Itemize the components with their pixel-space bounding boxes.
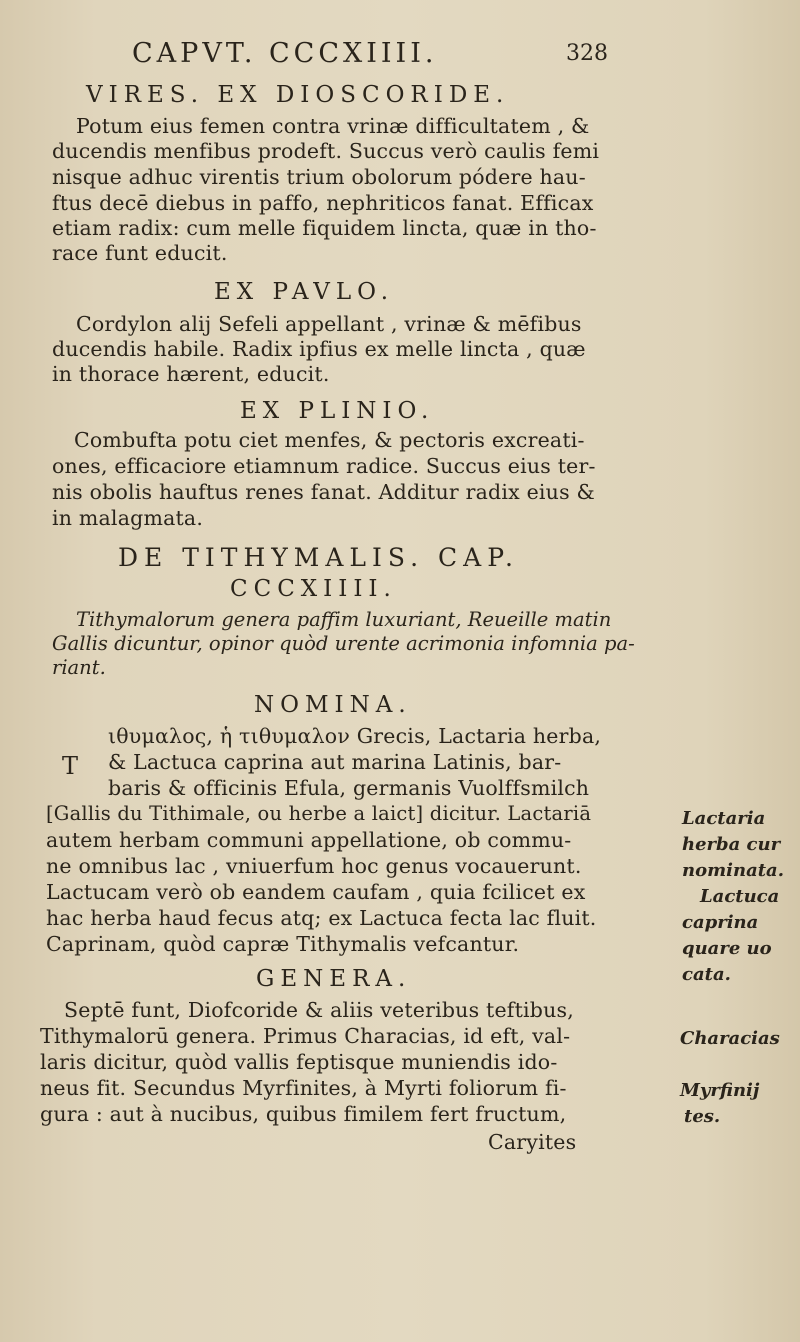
text-line: Septē funt, Diofcoride & aliis veteribus teftibus, bbox=[64, 998, 574, 1022]
text-line: in malagmata. bbox=[52, 506, 204, 530]
text-line: race funt educit. bbox=[52, 241, 228, 265]
margin-note: Lactuca bbox=[700, 886, 780, 907]
text-line: ducendis habile. Radix ipfius ex melle lincta , quæ bbox=[52, 337, 586, 361]
text-line: nis obolis hauftus renes fanat. Additur radix eius & bbox=[52, 480, 595, 504]
text-line: & Lactuca caprina aut marina Latinis, bar- bbox=[108, 750, 562, 774]
text-line: Caprinam, quòd capræ Tithymalis vefcantur. bbox=[46, 932, 520, 956]
nomina-heading: NOMINA. bbox=[254, 692, 412, 718]
margin-note: Characias bbox=[680, 1028, 780, 1049]
text-line: Tithymalorum genera paffim luxuriant, Reueille matin bbox=[76, 608, 612, 631]
text-line: etiam radix: cum melle fiquidem lincta, quæ in tho- bbox=[52, 216, 597, 240]
text-line: riant. bbox=[52, 656, 106, 679]
margin-note: Lactaria bbox=[682, 808, 766, 829]
chapter-heading: DE TITHYMALIS. CAP. bbox=[118, 543, 519, 572]
text-line: [Gallis du Tithimale, ou herbe a laict] dicitur. Lactariā bbox=[46, 802, 592, 825]
margin-note: cata. bbox=[682, 964, 731, 985]
chapter-number: CCCXIIII. bbox=[230, 576, 397, 602]
margin-note: nominata. bbox=[682, 860, 784, 881]
text-line: baris & officinis Efula, germanis Vuolffsmilch bbox=[108, 776, 590, 800]
catchword: Caryites bbox=[488, 1130, 577, 1154]
text-line: Lactucam verò ob eandem caufam , quia fcilicet ex bbox=[46, 880, 586, 904]
vires-heading: VIRES. EX DIOSCORIDE. bbox=[86, 82, 510, 108]
text-line: ιθυμαλος, ἡ τιθυμαλον Grecis, Lactaria herba, bbox=[108, 724, 602, 748]
text-line: nisque adhuc virentis trium obolorum pódere hau- bbox=[52, 165, 586, 189]
drop-cap: T bbox=[62, 752, 79, 780]
text-line: autem herbam communi appellatione, ob commu- bbox=[46, 828, 572, 852]
page-number: 328 bbox=[566, 41, 608, 66]
margin-note: herba cur bbox=[682, 834, 781, 855]
text-line: in thorace hærent, educit. bbox=[52, 362, 330, 386]
margin-note: Myrfinij bbox=[680, 1080, 760, 1101]
margin-note: quare uo bbox=[682, 938, 772, 959]
text-line: Cordylon alij Sefeli appellant , vrinæ & mēfibus bbox=[76, 312, 582, 336]
genera-heading: GENERA. bbox=[256, 966, 412, 992]
paulo-heading: EX PAVLO. bbox=[214, 279, 395, 305]
text-line: neus fit. Secundus Myrfinites, à Myrti foliorum fi- bbox=[40, 1076, 567, 1100]
text-line: laris dicitur, quòd vallis feptisque muniendis ido- bbox=[40, 1050, 558, 1074]
text-line: ones, efficaciore etiamnum radice. Succus eius ter- bbox=[52, 454, 596, 478]
running-title: CAPVT. CCCXIIII. bbox=[132, 38, 438, 69]
margin-note: caprina bbox=[682, 912, 759, 933]
text-line: hac herba haud fecus atq; ex Lactuca fecta lac fluit. bbox=[46, 906, 597, 930]
text-line: Combufta potu ciet menfes, & pectoris excreati- bbox=[74, 428, 585, 452]
text-line: Potum eius femen contra vrinæ difficultatem , & bbox=[76, 114, 590, 138]
margin-note: tes. bbox=[684, 1106, 721, 1127]
text-line: gura : aut à nucibus, quibus fimilem fert fructum, bbox=[40, 1102, 567, 1126]
text-line: ducendis menfibus prodeft. Succus verò caulis femi bbox=[52, 139, 600, 163]
text-line: ftus decē diebus in paffo, nephriticos fanat. Efficax bbox=[52, 191, 594, 215]
plinio-heading: EX PLINIO. bbox=[240, 398, 435, 424]
text-line: ne omnibus lac , vniuerfum hoc genus vocauerunt. bbox=[46, 854, 582, 878]
text-line: Gallis dicuntur, opinor quòd urente acrimonia infomnia pa- bbox=[52, 632, 635, 655]
text-line: Tithymalorū genera. Primus Characias, id eft, val- bbox=[40, 1024, 571, 1048]
